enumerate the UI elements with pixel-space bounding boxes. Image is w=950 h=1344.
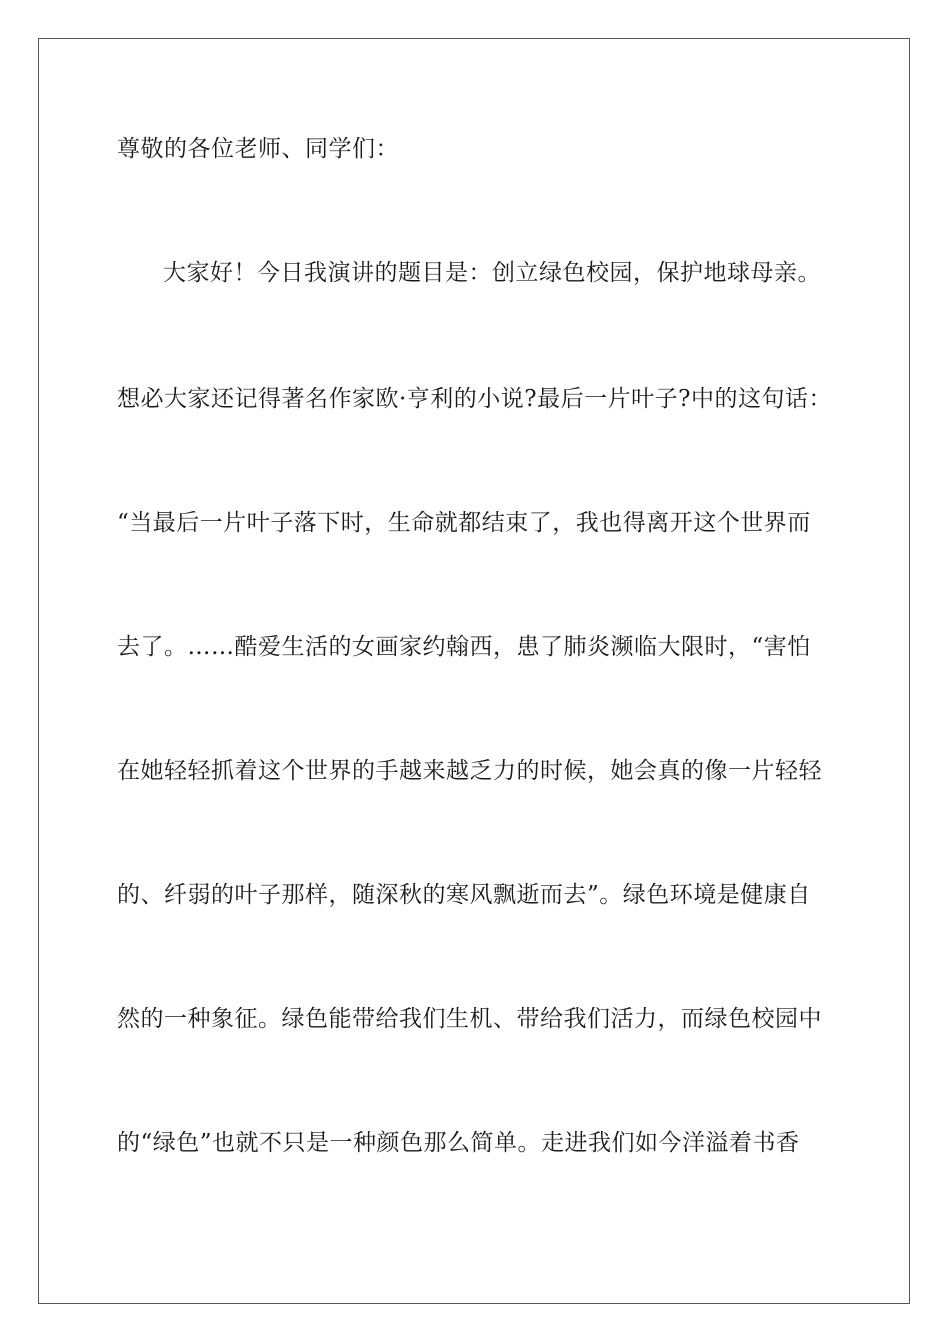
- text-line: 大家好！今日我演讲的题目是：创立绿色校园，保护地球母亲。: [163, 260, 821, 286]
- text-line: 去了。……酷爱生活的女画家约翰西，患了肺炎濒临大限时，“害怕: [117, 634, 811, 660]
- text-line: 在她轻轻抓着这个世界的手越来越乏力的时候，她会真的像一片轻轻: [117, 758, 822, 784]
- text-line: 的“绿色”也就不只是一种颜色那么简单。走进我们如今洋溢着书香: [117, 1130, 800, 1156]
- text-line: “当最后一片叶子落下时，生命就都结束了，我也得离开这个世界而: [117, 510, 811, 536]
- text-line: 然的一种象征。绿色能带给我们生机、带给我们活力，而绿色校园中: [117, 1006, 822, 1032]
- text-line: 想必大家还记得著名作家欧·亨利的小说?最后一片叶子?中的这句话：: [117, 386, 832, 412]
- text-line: 的、纤弱的叶子那样，随深秋的寒风飘逝而去”。绿色环境是健康自: [117, 882, 811, 908]
- page-border: [38, 38, 910, 1304]
- salutation-line: 尊敬的各位老师、同学们：: [117, 136, 399, 162]
